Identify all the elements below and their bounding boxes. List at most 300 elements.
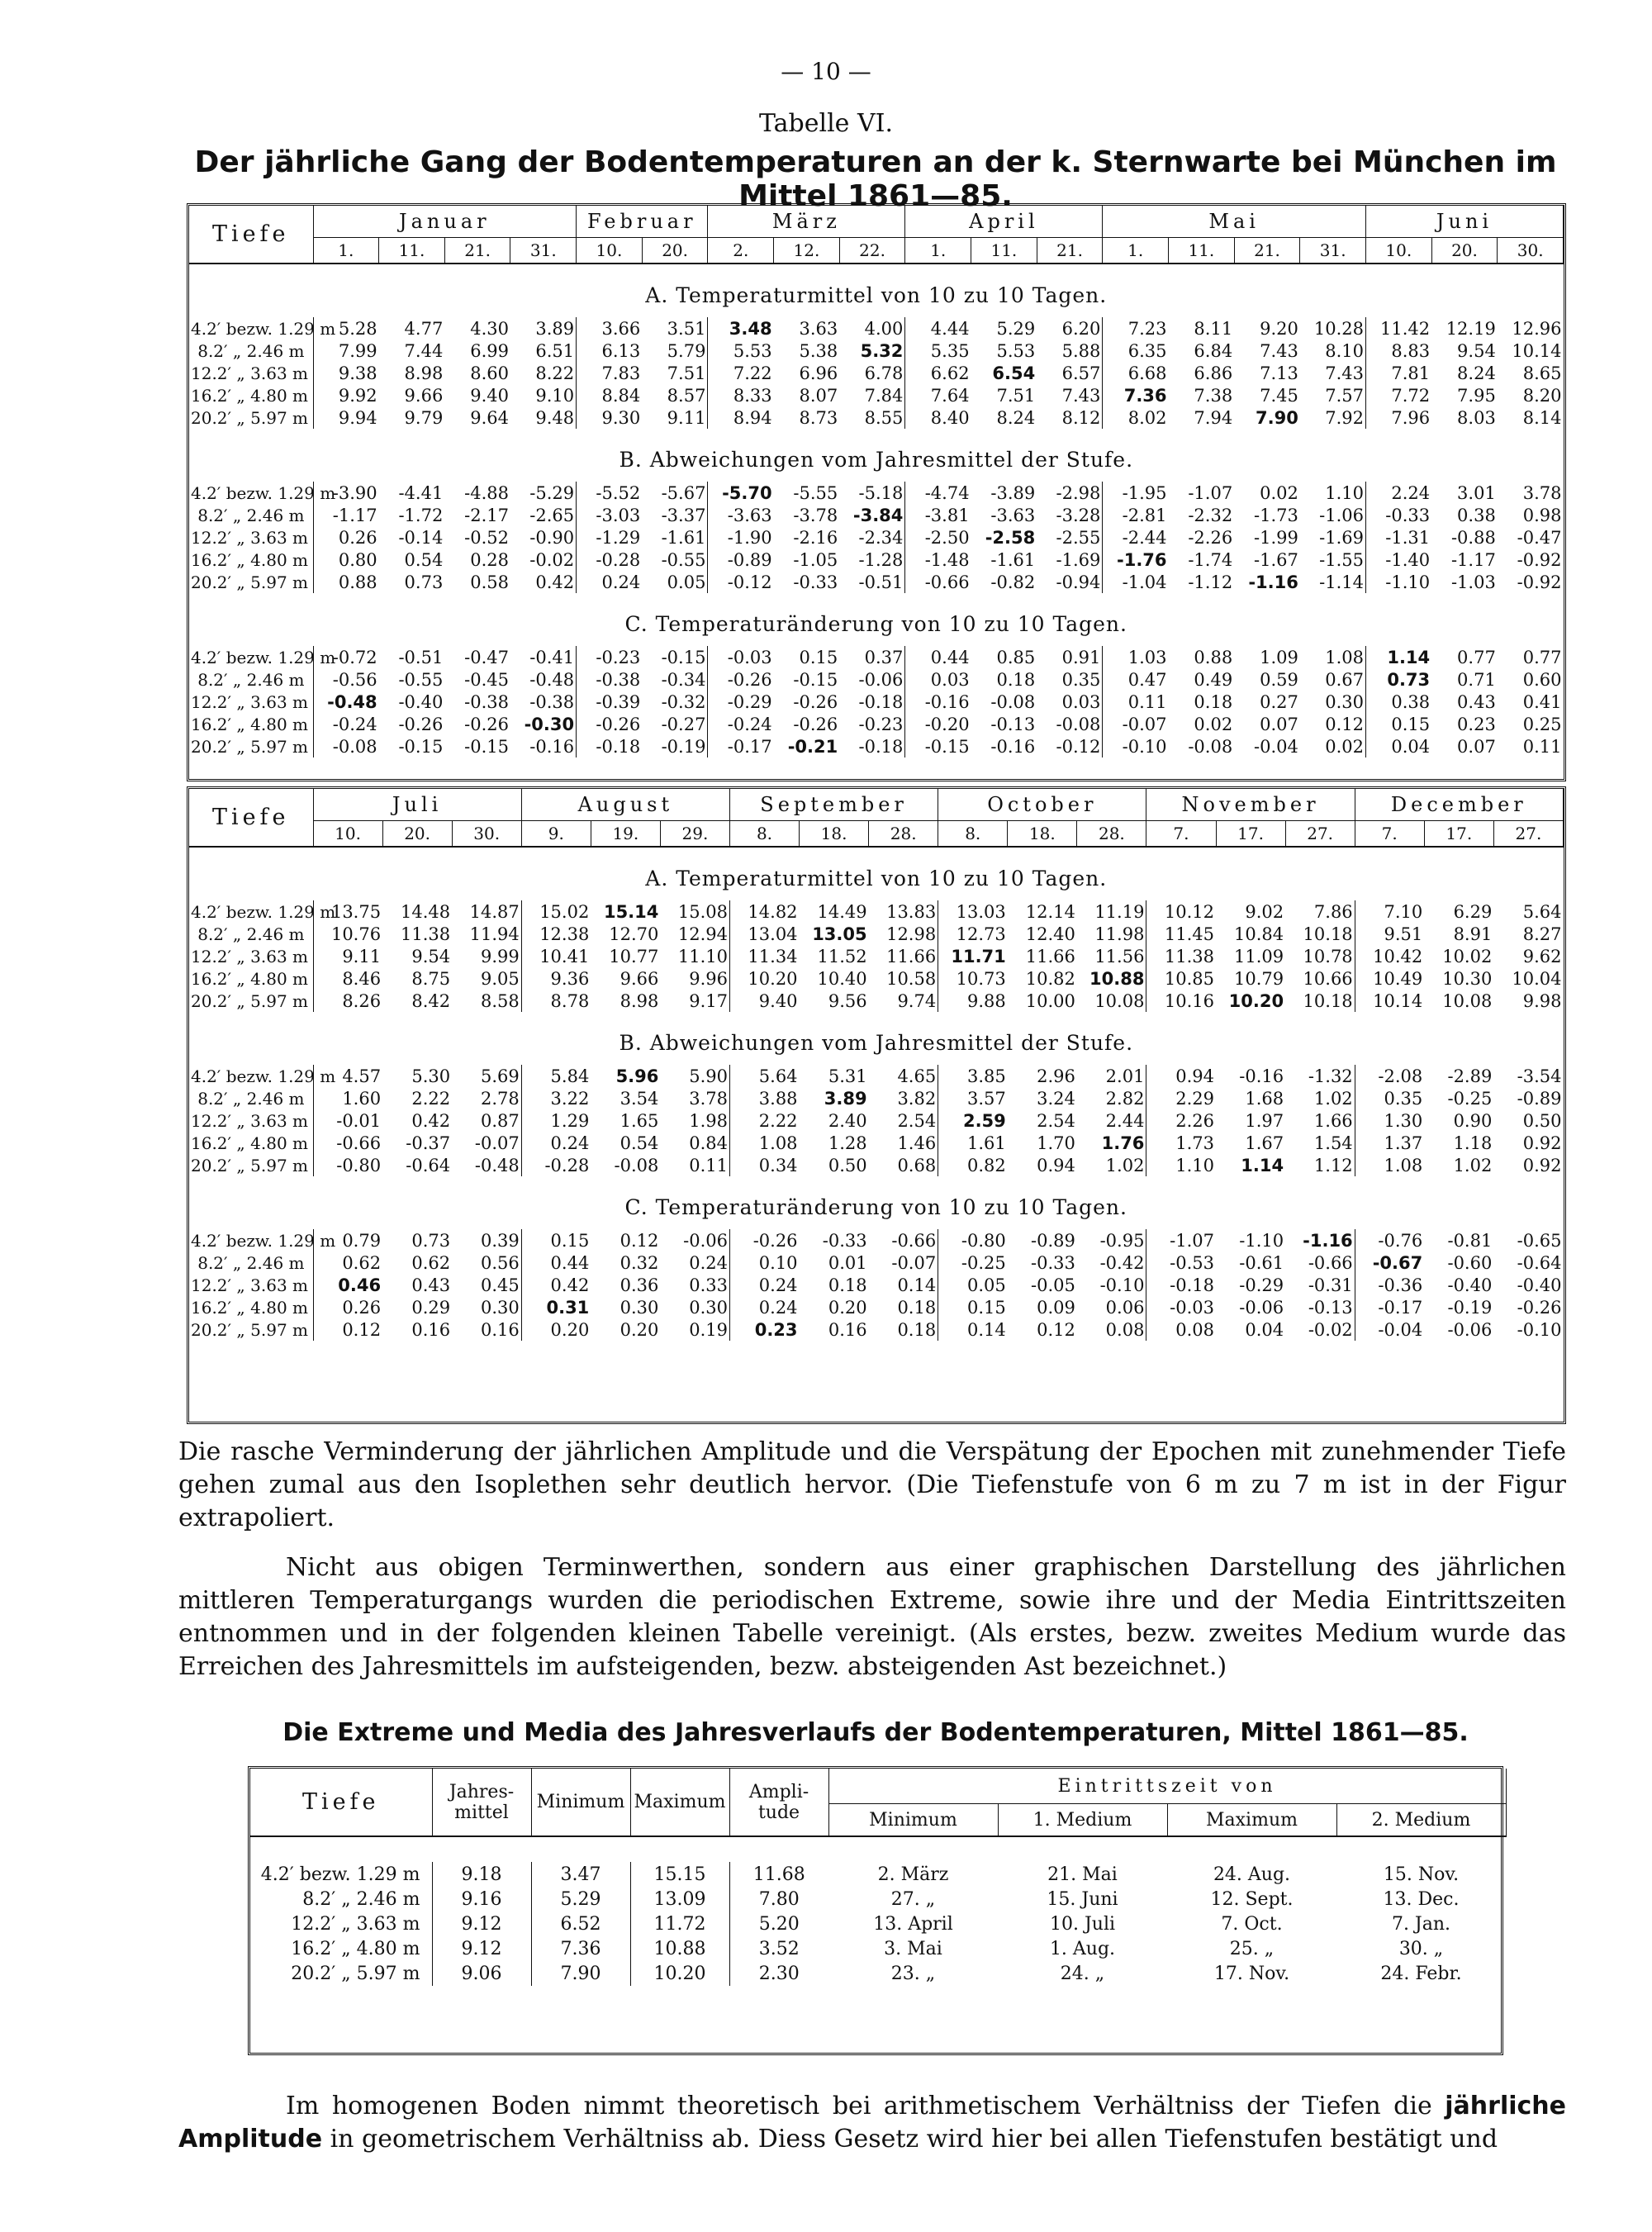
day-header: 31.	[1300, 238, 1366, 264]
value-cell: 8.14	[1522, 407, 1562, 428]
extremes-table	[250, 1769, 1507, 1986]
value-cell: 0.56	[452, 1251, 521, 1274]
value-cell: 8.10	[1300, 340, 1366, 362]
value-cell: 9.40	[758, 990, 798, 1011]
month-header: Juli	[313, 789, 521, 821]
value-cell: 8.84	[601, 385, 641, 406]
value-cell: 10.84	[1233, 924, 1284, 944]
value-cell: 11.42	[1380, 318, 1431, 339]
value-cell: 10.08	[1077, 990, 1146, 1012]
value-cell: 6.57	[1037, 362, 1103, 384]
value-cell: 8.94	[733, 407, 772, 428]
value-cell: 11.34	[748, 946, 798, 966]
value-cell: -0.30	[510, 713, 577, 735]
value-cell: -0.26	[793, 691, 838, 712]
eintritt-maximum-header: Maximum	[1167, 1804, 1336, 1837]
value-cell: 0.50	[828, 1155, 867, 1175]
day-header: 20.	[382, 821, 452, 848]
extremes-cell: 7. Oct.	[1221, 1913, 1283, 1935]
value-cell: 3.54	[620, 1088, 659, 1109]
extremes-cell: 2. März	[877, 1864, 949, 1885]
value-cell: 1.12	[1285, 1154, 1355, 1176]
value-cell: 0.16	[411, 1319, 451, 1340]
value-cell: 0.46	[338, 1275, 382, 1295]
value-cell: 7.84	[839, 384, 905, 406]
depth-label: 4.2′ bezw. 1.29 m	[191, 901, 336, 922]
value-cell: 10.16	[1164, 990, 1215, 1011]
value-cell: 1.02	[1453, 1155, 1493, 1175]
paragraph-amplitude: Die rasche Verminderung der jährlichen Amplitude und die Verspätung der Epochen mit zunehmender Tiefe gehen zumal aus den Isoplethen sehr deutlich hervor. (Die Tiefenstufe von 6 m zu 7 m ist in der Figur extrapoliert.	[178, 1437, 1566, 1532]
value-cell: 8.73	[799, 407, 838, 428]
value-cell: 3.78	[660, 1087, 729, 1109]
value-cell: 5.79	[642, 340, 708, 362]
value-cell: 10.42	[1373, 946, 1423, 966]
value-cell: 9.92	[338, 385, 377, 406]
value-cell: -3.90	[332, 482, 377, 503]
value-cell: -2.55	[1037, 526, 1103, 549]
value-cell: -0.51	[398, 647, 444, 667]
value-cell: 11.09	[1233, 946, 1284, 966]
value-cell: -0.33	[1031, 1252, 1075, 1273]
value-cell: 0.49	[1194, 669, 1233, 690]
value-cell: 9.51	[1384, 924, 1423, 944]
extremes-cell: 2.30	[758, 1963, 800, 1984]
value-cell: -3.89	[990, 482, 1036, 503]
value-cell: -1.29	[596, 527, 641, 548]
value-cell: 0.41	[1522, 691, 1562, 712]
value-cell: 10.14	[1512, 340, 1562, 361]
extremes-cell: 30. „	[1398, 1938, 1444, 1959]
value-cell: 9.11	[642, 406, 708, 429]
extremes-cell: 27. „	[890, 1888, 936, 1910]
value-cell: 7.44	[404, 340, 444, 361]
value-cell: 11.38	[401, 924, 451, 944]
value-cell: 0.23	[1457, 714, 1496, 734]
day-header: 9.	[521, 821, 591, 848]
value-cell: -0.26	[596, 714, 641, 734]
value-cell: 7.83	[601, 363, 641, 383]
extremes-cell: 7.90	[531, 1961, 630, 1986]
value-cell: 1.02	[1077, 1154, 1146, 1176]
value-cell: 5.29	[996, 318, 1036, 339]
value-cell: 2.24	[1391, 482, 1431, 503]
value-cell: -0.15	[924, 736, 970, 757]
value-cell: 0.16	[828, 1319, 867, 1340]
depth-label: 4.2′ bezw. 1.29 m	[250, 1862, 432, 1887]
value-cell: 14.87	[452, 900, 521, 923]
table-row	[189, 713, 1564, 735]
value-cell: 5.53	[996, 340, 1036, 361]
value-cell: 9.99	[452, 945, 521, 967]
value-cell: 9.54	[411, 946, 451, 966]
value-cell: -0.26	[793, 714, 838, 734]
day-header: 1.	[313, 238, 379, 264]
value-cell: 0.98	[1522, 505, 1562, 525]
value-cell: -2.17	[464, 505, 509, 525]
month-header: September	[729, 789, 938, 821]
value-cell: 0.15	[550, 1230, 590, 1251]
value-cell: 7.23	[1127, 318, 1167, 339]
value-cell: 0.38	[1457, 505, 1496, 525]
value-cell: 0.15	[967, 1297, 1006, 1318]
value-cell: 8.03	[1457, 407, 1496, 428]
value-cell: 0.38	[1391, 691, 1431, 712]
value-cell: 7.36	[1123, 385, 1167, 406]
value-cell: 0.34	[758, 1155, 798, 1175]
value-cell: -0.47	[464, 647, 509, 667]
value-cell: -1.90	[727, 527, 772, 548]
depth-label: 8.2′ „ 2.46 m	[189, 1087, 313, 1109]
value-cell: -0.53	[1170, 1252, 1215, 1273]
value-cell: 3.88	[758, 1088, 798, 1109]
value-cell: -0.16	[924, 691, 970, 712]
depth-label: 8.2′ „ 2.46 m	[189, 668, 313, 691]
value-cell: 3.01	[1457, 482, 1496, 503]
value-cell: -1.72	[398, 505, 444, 525]
value-cell: 8.33	[733, 385, 772, 406]
value-cell: 1.02	[1285, 1087, 1355, 1109]
value-cell: 0.24	[758, 1275, 798, 1295]
value-cell: 11.19	[1077, 900, 1146, 923]
temperature-table-jul-dec	[187, 786, 1566, 1424]
value-cell: -0.42	[1077, 1251, 1146, 1274]
table-row	[250, 1862, 1506, 1887]
value-cell: -2.08	[1378, 1066, 1423, 1086]
extremes-cell: 5.20	[758, 1913, 800, 1935]
month-header: Januar	[313, 206, 577, 238]
value-cell: 8.40	[930, 407, 970, 428]
value-cell: -0.37	[406, 1133, 451, 1153]
depth-label: 20.2′ „ 5.97 m	[189, 406, 313, 429]
value-cell: 9.36	[550, 968, 590, 989]
table-row	[250, 1887, 1506, 1911]
value-cell: -0.40	[1517, 1275, 1562, 1295]
depth-label: 4.2′ bezw. 1.29 m	[191, 318, 336, 339]
value-cell: -0.31	[1285, 1274, 1355, 1296]
value-cell: 6.99	[470, 340, 509, 361]
value-cell: 1.08	[1384, 1155, 1423, 1175]
value-cell: 0.24	[660, 1251, 729, 1274]
value-cell: 0.59	[1260, 669, 1298, 690]
depth-label: 4.2′ bezw. 1.29 m	[191, 1230, 336, 1251]
value-cell: -1.14	[1300, 571, 1366, 593]
value-cell: 2.54	[869, 1109, 938, 1132]
value-cell: -0.64	[1517, 1252, 1562, 1273]
day-header: 11.	[1169, 238, 1235, 264]
value-cell: -1.10	[1385, 572, 1431, 592]
value-cell: 12.19	[1446, 318, 1496, 339]
value-cell: 10.77	[609, 946, 659, 966]
value-cell: 10.00	[1025, 990, 1075, 1011]
value-cell: -0.64	[406, 1155, 451, 1175]
value-cell: 5.53	[733, 340, 772, 361]
value-cell: -1.05	[793, 549, 838, 570]
value-cell: 0.30	[452, 1296, 521, 1318]
value-cell: 11.94	[452, 923, 521, 945]
day-header: 20.	[1431, 238, 1498, 264]
extremes-cell: 13.09	[630, 1887, 729, 1911]
month-header: März	[708, 206, 905, 238]
value-cell: 0.43	[411, 1275, 451, 1295]
value-cell: 0.94	[1175, 1066, 1215, 1086]
value-cell: 7.81	[1391, 363, 1431, 383]
value-cell: 11.52	[817, 946, 867, 966]
value-cell: 8.02	[1127, 407, 1167, 428]
table-row	[189, 1318, 1564, 1341]
value-cell: 2.26	[1175, 1110, 1215, 1131]
table-row	[189, 646, 1564, 668]
value-cell: -0.08	[332, 736, 377, 757]
value-cell: 0.01	[828, 1252, 867, 1273]
value-cell: 0.73	[411, 1230, 451, 1251]
value-cell: -4.74	[924, 482, 970, 503]
value-cell: 5.35	[930, 340, 970, 361]
table-caption: Tabelle VI.	[758, 109, 894, 138]
section-title: A. Temperaturmittel von 10 zu 10 Tagen.	[645, 283, 1108, 307]
value-cell: -1.04	[1122, 572, 1167, 592]
value-cell: -0.19	[1447, 1297, 1493, 1318]
value-cell: 12.96	[1512, 318, 1562, 339]
extremes-cell: 10.20	[630, 1961, 729, 1986]
table-row	[189, 735, 1564, 757]
depth-label: 12.2′ „ 3.63 m	[189, 362, 313, 384]
value-cell: 0.32	[620, 1252, 659, 1273]
value-cell: 4.57	[342, 1066, 382, 1086]
table-row	[189, 945, 1564, 967]
amplitude-header: Ampli-tude	[729, 1769, 828, 1836]
value-cell: 10.79	[1233, 968, 1284, 989]
section-title: B. Abweichungen vom Jahresmittel der Stufe.	[619, 1030, 1134, 1055]
value-cell: 1.14	[1241, 1155, 1284, 1175]
value-cell: -0.55	[642, 549, 708, 571]
value-cell: 10.76	[330, 924, 382, 944]
value-cell: 11.38	[1164, 946, 1215, 966]
value-cell: 14.48	[401, 901, 451, 922]
value-cell: -5.52	[596, 482, 641, 503]
value-cell: 0.05	[642, 571, 708, 593]
value-cell: -0.08	[1188, 736, 1233, 757]
value-cell: 8.55	[839, 406, 905, 429]
value-cell: -3.84	[839, 504, 905, 526]
value-cell: 12.38	[539, 924, 590, 944]
value-cell: 8.26	[342, 990, 382, 1011]
value-cell: 10.14	[1373, 990, 1423, 1011]
value-cell: 5.38	[799, 340, 838, 361]
value-cell: 10.18	[1285, 990, 1355, 1012]
value-cell: -2.98	[1037, 482, 1103, 504]
table-row	[189, 504, 1564, 526]
extremes-cell: 7.80	[758, 1888, 800, 1910]
value-cell: 0.20	[828, 1297, 867, 1318]
value-cell: -0.41	[510, 646, 577, 668]
value-cell: 10.02	[1442, 946, 1493, 966]
value-cell: 8.12	[1037, 406, 1103, 429]
table-row	[189, 900, 1564, 923]
depth-label: 20.2′ „ 5.97 m	[189, 1154, 313, 1176]
value-cell: -2.26	[1188, 527, 1233, 548]
value-cell: -1.06	[1300, 504, 1366, 526]
value-cell: 9.30	[601, 407, 641, 428]
value-cell: 9.40	[470, 385, 509, 406]
value-cell: 12.40	[1025, 924, 1075, 944]
value-cell: 0.87	[452, 1109, 521, 1132]
value-cell: -0.13	[1285, 1296, 1355, 1318]
value-cell: 7.94	[1194, 407, 1233, 428]
depth-label: 16.2′ „ 4.80 m	[189, 549, 313, 571]
month-header: August	[521, 789, 729, 821]
value-cell: 0.03	[930, 669, 970, 690]
value-cell: -0.18	[839, 735, 905, 757]
value-cell: 10.30	[1442, 968, 1493, 989]
value-cell: 2.22	[758, 1110, 798, 1131]
value-cell: 1.37	[1384, 1133, 1423, 1153]
value-cell: 5.64	[1522, 901, 1562, 922]
value-cell: 7.38	[1194, 385, 1233, 406]
depth-label: 20.2′ „ 5.97 m	[189, 735, 313, 757]
value-cell: 9.17	[660, 990, 729, 1012]
value-cell: -0.06	[1239, 1297, 1284, 1318]
value-cell: -0.16	[1239, 1066, 1284, 1086]
value-cell: -0.47	[1517, 527, 1562, 548]
extremes-cell: 10. Juli	[1049, 1913, 1116, 1935]
value-cell: 8.46	[342, 968, 382, 989]
value-cell: -2.34	[839, 526, 905, 549]
value-cell: -5.18	[839, 482, 905, 504]
value-cell: 2.54	[1037, 1110, 1075, 1131]
value-cell: 1.08	[758, 1133, 798, 1153]
value-cell: 0.04	[1245, 1319, 1284, 1340]
value-cell: 8.24	[996, 407, 1036, 428]
value-cell: -1.74	[1188, 549, 1233, 570]
value-cell: 0.42	[550, 1275, 590, 1295]
value-cell: 0.23	[754, 1319, 798, 1340]
month-header: Juni	[1366, 206, 1564, 238]
value-cell: 8.42	[411, 990, 451, 1011]
day-header: 30.	[1498, 238, 1564, 264]
value-cell: 7.86	[1285, 900, 1355, 923]
value-cell: 6.20	[1037, 317, 1103, 340]
page-number: — 10 —	[781, 58, 871, 85]
eintritt-medium1-header: 1. Medium	[998, 1804, 1167, 1837]
value-cell: -0.48	[327, 691, 377, 712]
value-cell: 0.30	[1300, 691, 1366, 713]
value-cell: -0.17	[727, 736, 772, 757]
value-cell: 3.82	[869, 1087, 938, 1109]
extremes-cell: 24. Aug.	[1213, 1864, 1291, 1885]
value-cell: 7.99	[338, 340, 377, 361]
value-cell: 7.43	[1300, 362, 1366, 384]
extremes-cell: 17. Nov.	[1213, 1963, 1290, 1984]
value-cell: -0.03	[727, 647, 772, 667]
value-cell: -2.32	[1188, 505, 1233, 525]
depth-label: 20.2′ „ 5.97 m	[189, 990, 313, 1012]
value-cell: -0.94	[1037, 571, 1103, 593]
value-cell: 8.83	[1391, 340, 1431, 361]
value-cell: 0.68	[869, 1154, 938, 1176]
value-cell: 0.54	[404, 549, 444, 570]
value-cell: -0.07	[452, 1132, 521, 1154]
value-cell: 0.08	[1077, 1318, 1146, 1341]
extremes-cell: 12. Sept.	[1210, 1888, 1294, 1910]
value-cell: 0.24	[601, 572, 641, 592]
value-cell: 9.79	[404, 407, 444, 428]
day-header: 17.	[1216, 821, 1285, 848]
value-cell: 13.83	[869, 900, 938, 923]
value-cell: 6.62	[930, 363, 970, 383]
value-cell: 0.12	[342, 1319, 382, 1340]
depth-label: 8.2′ „ 2.46 m	[189, 340, 313, 362]
value-cell: 10.08	[1442, 990, 1493, 1011]
value-cell: 7.13	[1260, 363, 1298, 383]
section-title: A. Temperaturmittel von 10 zu 10 Tagen.	[645, 866, 1108, 890]
value-cell: 12.73	[956, 924, 1006, 944]
day-header: 17.	[1424, 821, 1493, 848]
value-cell: 5.96	[615, 1066, 659, 1086]
depth-label: 8.2′ „ 2.46 m	[189, 923, 313, 945]
table-row	[189, 1274, 1564, 1296]
value-cell: -0.14	[398, 527, 444, 548]
value-cell: 0.30	[660, 1296, 729, 1318]
value-cell: 8.91	[1453, 924, 1493, 944]
value-cell: -5.67	[642, 482, 708, 504]
value-cell: 5.90	[660, 1065, 729, 1087]
value-cell: -0.66	[1285, 1251, 1355, 1274]
day-header: 11.	[971, 238, 1037, 264]
table-row	[189, 1065, 1564, 1087]
value-cell: -0.34	[642, 668, 708, 691]
eintritt-minimum-header: Minimum	[828, 1804, 998, 1837]
value-cell: -3.03	[596, 505, 641, 525]
value-cell: -0.16	[510, 735, 577, 757]
value-cell: 10.58	[869, 967, 938, 990]
value-cell: 13.05	[812, 924, 867, 944]
value-cell: 0.14	[869, 1274, 938, 1296]
value-cell: 0.29	[411, 1297, 451, 1318]
value-cell: -2.65	[510, 504, 577, 526]
value-cell: 6.35	[1127, 340, 1167, 361]
value-cell: 0.67	[1300, 668, 1366, 691]
value-cell: -2.44	[1122, 527, 1167, 548]
value-cell: 0.79	[342, 1230, 382, 1251]
value-cell: -0.89	[1031, 1230, 1075, 1251]
extremes-cell: 1. Aug.	[1049, 1938, 1116, 1959]
data-table-first-half	[189, 206, 1564, 757]
value-cell: 1.10	[1300, 482, 1366, 504]
value-cell: -1.17	[1450, 549, 1496, 570]
value-cell: 0.35	[1384, 1088, 1423, 1109]
value-cell: 9.02	[1245, 901, 1284, 922]
value-cell: 10.04	[1512, 968, 1562, 989]
value-cell: 10.82	[1025, 968, 1075, 989]
value-cell: 11.66	[869, 945, 938, 967]
value-cell: 7.72	[1391, 385, 1431, 406]
value-cell: 0.08	[1175, 1319, 1215, 1340]
value-cell: 2.59	[962, 1110, 1006, 1131]
table-row	[189, 1154, 1564, 1176]
value-cell: 0.07	[1457, 736, 1496, 757]
value-cell: -1.16	[1285, 1229, 1355, 1251]
value-cell: 1.18	[1453, 1133, 1493, 1153]
value-cell: -0.07	[1122, 714, 1167, 734]
value-cell: -0.03	[1170, 1297, 1215, 1318]
value-cell: 5.31	[828, 1066, 867, 1086]
value-cell: 0.62	[342, 1252, 382, 1273]
value-cell: 2.29	[1175, 1088, 1215, 1109]
value-cell: 6.13	[601, 340, 641, 361]
value-cell: 0.31	[546, 1297, 590, 1318]
value-cell: 0.30	[620, 1297, 659, 1318]
day-header: 2.	[708, 238, 774, 264]
